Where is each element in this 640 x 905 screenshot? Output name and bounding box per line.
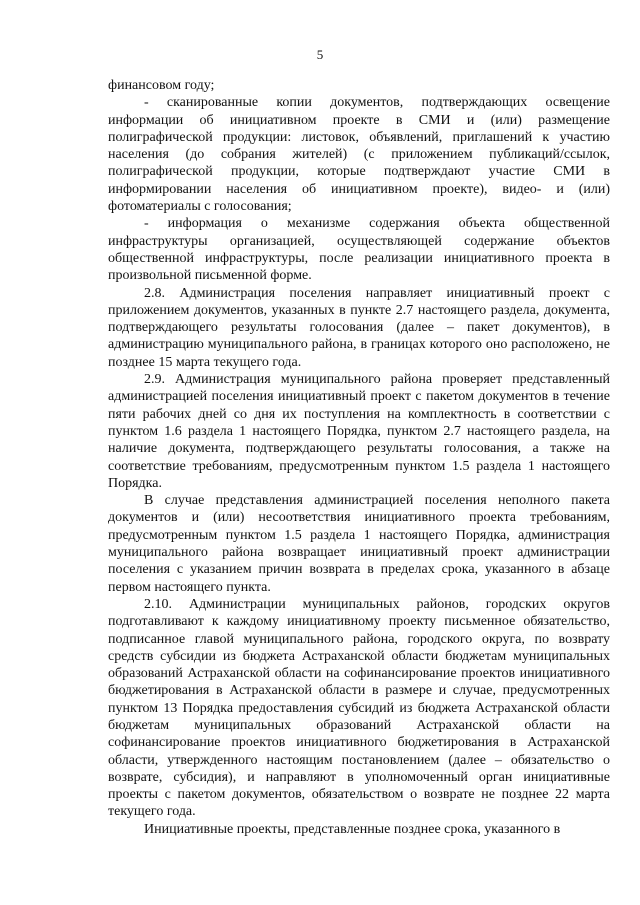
paragraph-incomplete-package: В случае представления администрацией поселения неполного пакета документов и (или) несоответствия инициативного проекта требованиям, предусмотренным пунктом 1.5 раздела 1 настоящего Порядка, администрация муниципального района возвращает инициативный проект администрации поселения с указанием причин возврата в пределах срока, указанного в абзаце первом настоящего пункта.: [108, 493, 610, 595]
paragraph-2-8: 2.8. Администрация поселения направляет инициативный проект с приложением документов, указанных в пункте 2.7 настоящего раздела, документа, подтверждающего результаты голосования (далее – пакет документов), в администрацию муниципального района, в границах которого оно расположено, не позднее 15 марта текущего года.: [108, 285, 610, 370]
document-body: [108, 77, 610, 838]
paragraph-scanned-copies: - сканированные копии документов, подтверждающих освещение информации об инициативном проекте в СМИ и (или) размещение полиграфической продукции: листовок, объявлений, приглашений к участию населения (до собрания жителей) (с приложением публикаций/ссылок, полиграфической продукции, которые подтверждают участие СМИ в информировании населения об инициативном проекте), видео- и (или) фотоматериалы с голосования;: [108, 95, 610, 215]
paragraph-2-10: 2.10. Администрации муниципальных районов, городских округов подготавливают к каждому инициативному проекту письменное обязательство, подписанное главой муниципального района, городского округа, по возврату средств субсидии из бюджета Астраханской области бюджетам муниципальных образований Астраханской области на софинансирование проектов инициативного бюджетирования в Астраханской области в размере и случае, предусмотренных пунктом 13 Порядка предоставления субсидий из бюджета Астраханской области бюджетам муниципальных образований Астраханской области на софинансирование проектов инициативного бюджетирования в Астраханской области, утвержденного настоящим постановлением (далее – обязательство о возврате, субсидия), и направляют в уполномоченный орган инициативные проекты с пакетом документов, обязательством о возврате не позднее 22 марта текущего года.: [108, 596, 610, 820]
paragraph-continuation: финансовом году;: [108, 78, 215, 93]
paragraph-2-9: 2.9. Администрация муниципального района проверяет представленный администрацией поселения инициативный проект с пакетом документов в течение пяти рабочих дней со дня их поступления на комплектность в соответствии с пунктом 1.6 раздела 1 настоящего Порядка, пунктом 2.7 настоящего раздела, на наличие документа, подтверждающего результаты голосования, а также на соответствие требованиям, предусмотренным пунктом 1.5 раздела 1 настоящего Порядка.: [108, 372, 610, 491]
paragraph-late-projects: Инициативные проекты, представленные позднее срока, указанного в: [144, 821, 561, 837]
page-number: 5: [316, 47, 324, 62]
paragraph-maintenance-info: - информация о механизме содержания объекта общественной инфраструктуры организацией, осуществляющей содержание объектов общественной инфраструктуры, после реализации инициативного проекта в произвольной письменной форме.: [108, 216, 610, 284]
